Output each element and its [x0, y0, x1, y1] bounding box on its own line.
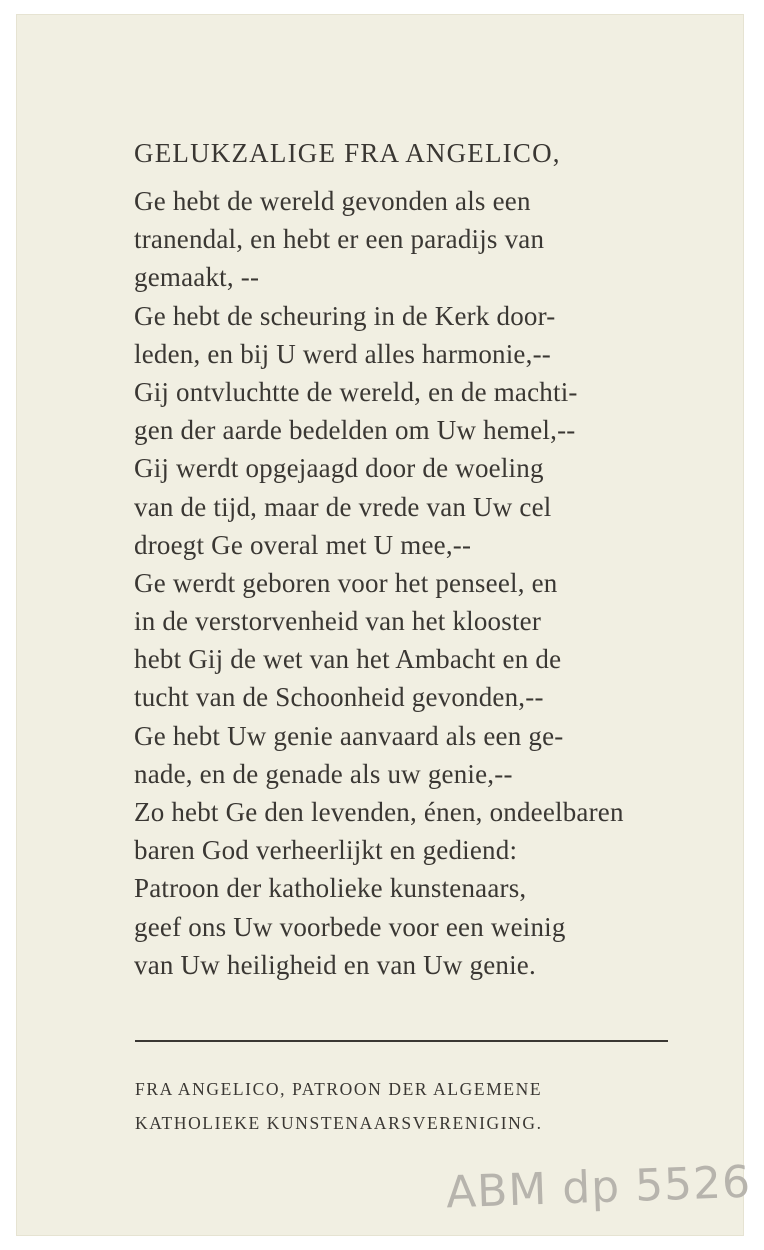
- prayer-line: tucht van de Schoonheid gevonden,--: [134, 682, 544, 713]
- footer-line: FRA ANGELICO, PATROON DER ALGEMENE: [135, 1079, 543, 1099]
- prayer-line: Zo hebt Ge den levenden, énen, ondeelbaren: [134, 797, 624, 827]
- prayer-line: geef ons Uw voorbede voor een weinig: [134, 911, 566, 942]
- prayer-line: nade, en de genade als uw genie,--: [134, 758, 513, 789]
- prayer-line: van Uw heiligheid en van Uw genie.: [134, 949, 536, 980]
- prayer-line: hebt Gij de wet van het Ambacht en de: [134, 644, 562, 675]
- card-footer: [135, 1072, 675, 1140]
- prayer-line: baren God verheerlijkt en gediend:: [134, 835, 518, 866]
- prayer-line: Patroon der katholieke kunstenaars,: [134, 873, 527, 904]
- archive-mark: ABM dp 5526: [445, 1156, 752, 1219]
- prayer-line: droegt Ge overal met U mee,--: [134, 529, 472, 560]
- prayer-line: gen der aarde bedelden om Uw hemel,--: [134, 415, 576, 446]
- prayer-line: Ge werdt geboren voor het penseel, en: [134, 567, 558, 598]
- prayer-line: van de tijd, maar de vrede van Uw cel: [134, 491, 552, 522]
- prayer-line: in de verstorvenheid van het klooster: [134, 606, 542, 637]
- prayer-line: Ge hebt de scheuring in de Kerk door-: [134, 300, 556, 331]
- prayer-line: gemaakt, --: [134, 262, 260, 293]
- prayer-line: leden, en bij U werd alles harmonie,--: [134, 338, 551, 369]
- divider-rule: [135, 1040, 668, 1042]
- prayer-line: Ge hebt Uw genie aanvaard als een ge-: [134, 720, 564, 751]
- prayer-line: Gij werdt opgejaagd door de woeling: [134, 453, 544, 484]
- footer-line: KATHOLIEKE KUNSTENAARSVERENIGING.: [135, 1113, 543, 1133]
- card-title: GELUKZALIGE FRA ANGELICO,: [134, 138, 561, 168]
- prayer-line: Gij ontvluchtte de wereld, en de machti-: [134, 376, 578, 407]
- prayer-line: tranendal, en hebt er een paradijs van: [134, 224, 545, 255]
- prayer-line: Ge hebt de wereld gevonden als een: [134, 186, 531, 216]
- prayer-card: [16, 14, 744, 1236]
- prayer-text: [134, 182, 674, 984]
